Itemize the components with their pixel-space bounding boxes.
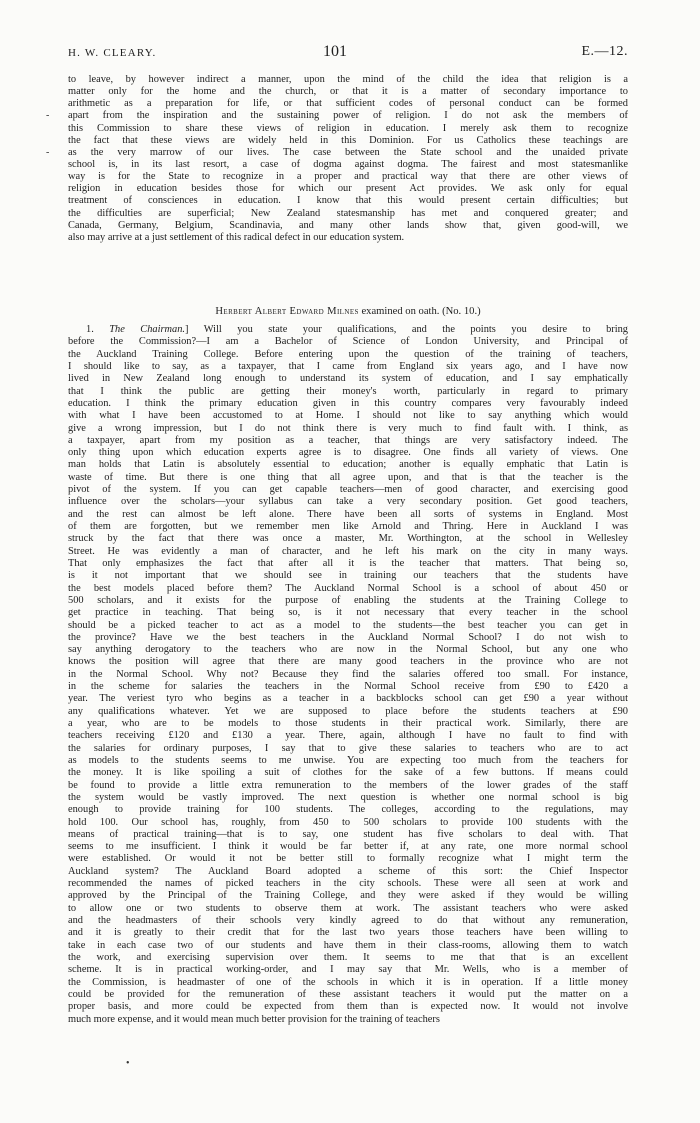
text-line: could be provided for the remuneration of these assistant teachers it would put the matter on a (68, 988, 628, 1000)
text-line: matter only for the home and the church, or that it is a matter of secondary importance to (68, 86, 628, 98)
text-line: before the Commission?—I am a Bachelor of Science of London University, and Principal of (68, 336, 628, 348)
text-line: hold 100. Our school has, roughly, from 450 to 500 scholars to provide 100 students with the (68, 816, 628, 828)
text-line: to allow one or two students to observe them at work. The assistant teachers who were asked (68, 902, 628, 914)
text-line: arithmetic as a preparation for life, or that sufficient codes of personal conduct can be formed (68, 98, 628, 110)
text-line: to leave, by however indirect a manner, upon the mind of the child the idea that religion is a (68, 74, 628, 85)
text-line: and the rest can almost be left alone. There have been all sorts of systems in England. Most (68, 508, 628, 520)
text-line: education. I think the primary education given in this country compares very favourably indeed (68, 397, 628, 409)
text-line: apart from the inspiration and the sustaining power of religion. I do not ask the members of (68, 110, 628, 122)
text-line: give a wrong impression, but I do not think there is very much to find fault with. I think, as (68, 422, 628, 434)
text-line: recommended the names of picked teachers in the city schools. These were all seen at work and (68, 878, 628, 890)
text-line: way is for the State to recognize in a proper and practical way that there are other views of (68, 171, 628, 183)
header-author: H. W. CLEARY. (68, 47, 157, 59)
text-line: seems to me insufficient. I think it would be far better if, at any rate, one more normal school (68, 841, 628, 853)
text-line: in the scheme for salaries the teachers in the Normal School receive from £90 to £420 a (68, 681, 628, 693)
text-line: is it not important that we should see in training our teachers that the students have (68, 570, 628, 582)
text-line: means of practical training—that is to say, one student has five scholars to deal with. That (68, 828, 628, 840)
text-line: struck by the fact that there was once a master, Mr. Worthington, at the school in Wellesley (68, 533, 628, 545)
witness-name: Herbert Albert Edward Milnes (215, 306, 359, 317)
text-line: 1. The Chairman.] Will you state your qualifications, and the points you desire to bring (86, 324, 628, 335)
witness-heading (68, 306, 628, 317)
text-line: scheme. It is in practical working-order, and I may say that Mr. Wells, who is a member of (68, 964, 628, 976)
text-line: as the very marrow of our lives. The case between the State school and the unaided private (68, 146, 628, 158)
text-line: also may arrive at a just settlement of this radical defect in our education system. (68, 231, 405, 243)
header-reference: E.—12. (581, 44, 628, 59)
text-line: the best models placed before them? The Auckland Normal School is a school of about 450 or (68, 582, 628, 594)
text-line: Street. He was evidently a man of character, and he left his mark on the city in many ways. (68, 545, 628, 557)
text-line: the work, and exercising supervision over them. It seems to me that that is an excellent (68, 951, 628, 963)
text-line: year. The veriest tyro who begins as a teacher in a backblocks school can get £90 a year without (68, 693, 628, 705)
text-line: were established. Or would it not be better still to formally recognize what I might term the (68, 853, 628, 865)
text-line: proper basis, and more could be expected from them than is expected now. It would not involve (68, 1001, 628, 1013)
text-line: only thing upon which education experts agree is to disagree. One finds all variety of views. One (68, 447, 628, 459)
text-line: get practice in teaching. That being so, is it not necessary that every teacher in the school (68, 607, 628, 619)
margin-mark: - (46, 147, 50, 158)
text-line: of them are forgotten, but we remember men like Arnold and Thring. Here in Auckland I was (68, 521, 628, 532)
text-line: say anything derogatory to the teachers who are now in the Normal School, but any one who (68, 644, 628, 656)
text-line: the difficulties are superficial; New Zealand statesmanship has met and conquered greater; and (68, 207, 628, 219)
text-line: a taxpayer, apart from my position as a teacher, that things are very satisfactory indeed. The (68, 434, 628, 446)
text-line: influence over the scholars—your syllabus can take a very secondary position. Get good teachers, (68, 496, 628, 508)
text-line: the fact that these views are widely held in this Dominion. For us Catholics these teachings are (68, 134, 628, 146)
text-line: school is, in its last resort, a case of dogma against dogma. The fairest and most statesmanlike (68, 158, 628, 170)
text-line: That only emphasizes the fact that after all it is the teacher that matters. That being so, (68, 557, 628, 569)
intro-paragraph (68, 74, 628, 244)
text-line: teachers receiving £120 and £130 a year. There, again, although I have no fault to find with (68, 730, 628, 742)
text-line: religion in education besides those for which our present Act provides. We ask only for equal (68, 183, 628, 195)
page-header (68, 43, 628, 67)
text-line: that I think the public are getting their money's worth, particularly in regard to primary (68, 385, 628, 397)
text-line: Canada, Germany, Belgium, Scandinavia, and many other lands show that, given good-will, we (68, 219, 628, 231)
text-line: lived in New Zealand long enough to understand its system of education, and I say emphatically (68, 373, 628, 385)
text-line: in the Normal School. Why not? Because they find the salaries offered too small. For instance, (68, 668, 628, 680)
text-line: any qualifications whatever. Yet we are supposed to place before the students teachers at £90 (68, 705, 628, 717)
margin-mark: - (46, 110, 50, 121)
page-number: 101 (323, 43, 347, 60)
text-line: enough to provide training for 100 students. The colleges, according to the regulations, may (68, 804, 628, 816)
witness-number: (No. 10.) (442, 306, 481, 317)
text-line: be found to provide a little extra remuneration to the members of the lower grades of the staff (68, 779, 628, 791)
text-line: pivot of the system. If you can get capable teachers—men of good character, and exercising good (68, 484, 628, 496)
text-line: Auckland system? The Auckland Board adopted a scheme of this sort: the Chief Inspector (68, 865, 628, 877)
text-line: I should like to say, as a taxpayer, that I came from England six years ago, and I have now (68, 360, 628, 372)
evidence-paragraph (68, 324, 628, 1026)
text-line: waste of time. But there is one thing that all agree upon, and that is that the teacher is the (68, 471, 628, 483)
text-line: knows the position will agree that there are many good teachers in the province who are not (68, 656, 628, 668)
text-line: should be a picked teacher to act as a model to the students—the best teacher you can get in (68, 619, 628, 631)
text-line: approved by the Principal of the Training College, and they were asked if they would be willing (68, 890, 628, 902)
text-line: the province? Have we the best teachers in the Auckland Normal School? I do not wish to (68, 631, 628, 643)
text-line: this Commission to share these views of religion in education. I merely ask them to recognize (68, 122, 628, 134)
text-line: the Commission, is headmaster of one of the schools in which it is in operation. If a little money (68, 976, 628, 988)
text-line: the money. It is like spoiling a suit of clothes for the sake of a few buttons. If means could (68, 767, 628, 779)
witness-heading-text: examined on oath. (361, 306, 440, 317)
text-line: and it is greatly to their credit that for the last two years those teachers have been willing to (68, 927, 628, 939)
text-line: with what I have been accustomed to at Home. I should not like to say anything which would (68, 410, 628, 422)
text-line: 500 scholars, and it exists for the purpose of enabling the students at the Training College to (68, 594, 628, 606)
text-line: man holds that Latin is absolutely essential to education; another is equally emphatic that Latin is (68, 459, 628, 471)
text-line: the system would be vastly improved. The next question is whether one normal school is big (68, 791, 628, 803)
text-line: a year, who are to be models to those students in their practical work. Similarly, there are (68, 718, 628, 729)
text-line: take in each case two of our students and have them in their class-rooms, allowing them to watch (68, 939, 628, 951)
text-line: as models to the students seems to me unwise. You are expecting too much from the teachers for (68, 754, 628, 766)
text-line: much more expense, and it would mean much better provision for the training of teachers (68, 1013, 440, 1025)
stray-dot: • (126, 1058, 130, 1069)
text-line: the salaries for ordinary purposes, I say that to give these salaries to teachers who are to act (68, 742, 628, 754)
text-line: and the headmasters of their schools very kindly agreed to do that without any remuneration, (68, 915, 628, 926)
text-line: treatment of consciences in education. I know that this would present certain difficulties; but (68, 195, 628, 207)
text-line: the Auckland Training College. Before entering upon the question of the training of teachers, (68, 348, 628, 360)
